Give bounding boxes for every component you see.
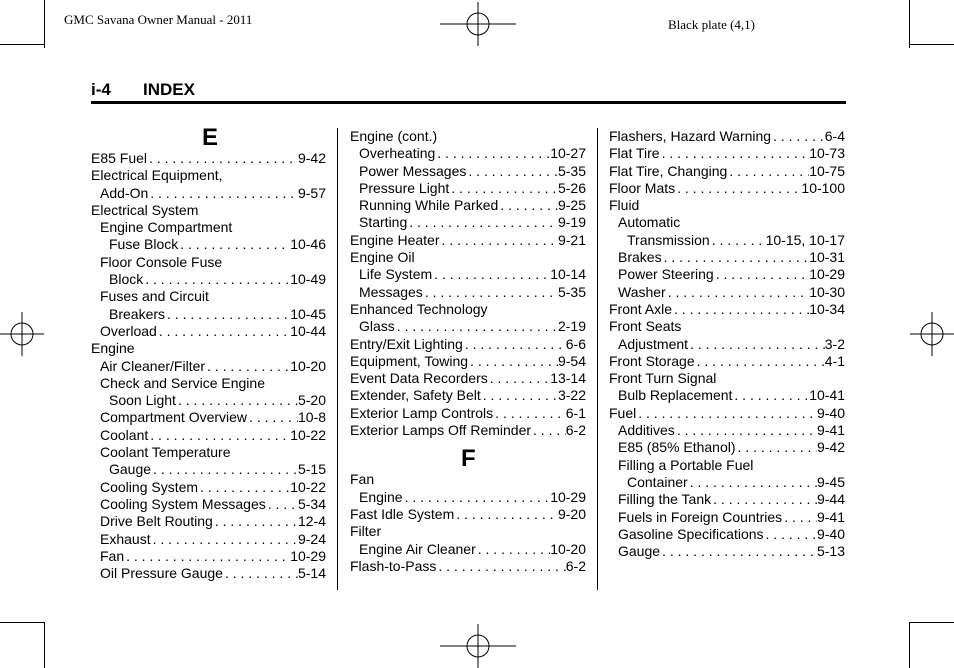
entry-text: Messages [359,283,423,300]
index-entry [91,496,326,513]
entry-page: 9-41 [816,422,845,439]
entry-text: Equipment, Towing [350,352,469,369]
entry-page: 10-46 [290,236,326,253]
manual-title: GMC Savana Owner Manual - 2011 [64,12,253,27]
dot-leader [488,370,550,387]
index-letter-heading: F [461,445,476,473]
entry-page: 2-19 [557,318,586,335]
dot-leader [423,284,558,301]
index-entry [609,336,845,353]
dot-leader [660,543,817,560]
entry-text: Engine Heater [350,231,440,248]
dot-leader [481,387,558,404]
index-entry [350,336,586,353]
entry-page: 9-54 [557,352,586,369]
dot-leader [436,558,565,575]
entry-text: Gasoline Specifications [618,525,764,542]
entry-text: Filter [350,523,382,540]
index-entry [350,318,586,335]
index-letter-heading: E [202,124,219,151]
index-entry [609,439,845,456]
dot-leader [449,180,558,197]
entry-page: 5-26 [557,179,586,196]
index-entry [91,340,326,357]
index-entry [350,301,586,318]
index-entry [350,266,586,283]
entry-page: 10-29 [550,488,586,505]
entry-text: Gauge [109,461,152,478]
index-entry [91,531,326,548]
entry-page: 10-44 [290,322,326,339]
entry-page: 10-14 [550,266,586,283]
dot-leader [688,336,825,353]
entry-text: Soon Light [109,392,176,409]
entry-text: Adjustment [618,335,689,352]
dot-leader [764,526,817,543]
index-entry [609,405,845,422]
index-entry [91,427,326,444]
dot-leader [710,232,766,249]
entry-page: 9-21 [557,231,586,248]
dot-leader [432,266,550,283]
entry-text: Flashers, Hazard Warning [609,128,772,144]
entry-text: Floor Console Fuse [100,253,223,270]
plate-label: Black plate (4,1) [668,17,755,32]
entry-text: Coolant Temperature [100,444,231,461]
column-divider [337,128,338,590]
entry-page: 9-45 [816,473,845,490]
index-entry [609,422,845,439]
index-entry [350,145,586,162]
index-entry [350,284,586,301]
dot-leader [407,214,558,231]
index-entry [350,506,586,523]
index-entry [350,232,586,249]
index-entry [350,214,586,231]
dot-leader [466,163,558,180]
entry-page: 6-2 [565,422,586,439]
index-entry [350,180,586,197]
index-entry [91,461,326,478]
entry-page: 12-4 [297,513,326,530]
entry-text: Flat Tire, Changing [609,162,728,179]
index-entry [609,180,845,197]
entry-text: Front Storage [609,352,695,369]
entry-page: 10-22 [290,426,326,443]
index-entry [609,145,845,162]
entry-text: Fuse Block [109,236,179,253]
index-entry [350,387,586,404]
index-entry [91,513,326,530]
index-column-1 [91,124,326,582]
registration-mark-top [440,2,516,46]
entry-page: 9-41 [816,508,845,525]
entry-page: 10-20 [290,357,326,374]
entry-page: 4-1 [824,352,845,369]
entry-text: Pressure Light [359,179,450,196]
entry-text: Cooling System Messages [100,495,266,512]
entry-page: 5-20 [297,392,326,409]
index-entry [609,370,845,387]
dot-leader [463,336,566,353]
column-divider [597,128,598,590]
index-entry [609,491,845,508]
index-entry [609,457,845,474]
entry-page: 5-15 [297,461,326,478]
entry-text: E85 (85% Ethanol) [618,439,736,456]
entry-page: 13-14 [550,370,586,387]
index-entry [350,489,586,506]
index-column-3 [609,128,845,560]
entry-text: Electrical Equipment, [91,167,223,184]
entry-page: 6-2 [565,557,586,574]
dot-leader [732,387,809,404]
dot-leader [498,197,558,214]
entry-page: 10-29 [290,547,326,564]
entry-text: Drive Belt Routing [100,513,213,530]
section-heading [91,80,195,100]
index-entry [609,214,845,231]
index-entry [609,197,845,214]
entry-text: Breakers [109,305,166,322]
dot-leader [666,284,809,301]
entry-text: Exterior Lamps Off Reminder [350,422,532,439]
index-entry [91,358,326,375]
entry-page: 9-20 [557,505,586,522]
entry-page: 10-45 [290,305,326,322]
dot-leader [727,163,809,180]
entry-page: 5-34 [297,495,326,512]
heading-rule [91,101,846,104]
dot-leader [636,405,817,422]
dot-leader [165,306,290,323]
entry-page: 5-35 [557,162,586,179]
index-entry [609,232,845,249]
dot-leader [205,358,290,375]
dot-leader [151,531,298,548]
entry-text: Front Turn Signal [609,370,717,387]
index-entry [91,254,326,271]
dot-leader [176,392,298,409]
entry-text: Flat Tire [609,145,660,162]
entry-page: 6-1 [565,404,586,421]
entry-page: 10-75 [809,162,845,179]
dot-leader [736,439,817,456]
entry-text: Exhaust [100,530,151,547]
index-entry [609,266,845,283]
dot-leader [531,422,566,439]
entry-page: 10-20 [550,540,586,557]
entry-text: Engine (cont.) [350,128,438,144]
entry-text: Fuels in Foreign Countries [618,508,783,525]
entry-text: Fuses and Circuit [100,288,209,305]
dot-leader [157,323,290,340]
entry-page: 9-24 [297,530,326,547]
entry-page: 5-35 [557,283,586,300]
entry-page: 3-2 [824,335,845,352]
entry-text: Power Messages [359,162,467,179]
entry-text: Gauge [618,543,661,560]
entry-page: 10-30 [809,283,845,300]
index-entry [350,163,586,180]
index-entry [91,236,326,253]
registration-mark-right [910,312,954,356]
entry-page: 9-25 [557,197,586,214]
index-entry [609,318,845,335]
dot-leader [151,461,298,478]
entry-text: Entry/Exit Lighting [350,335,463,352]
entry-text: Overheating [359,145,436,162]
entry-text: Engine Air Cleaner [359,540,476,557]
dot-leader [247,409,298,426]
dot-leader [266,496,298,513]
dot-leader [493,405,566,422]
entry-text: Event Data Recorders [350,370,488,387]
entry-text: Fan [100,547,125,564]
entry-text: Extender, Safety Belt [350,387,481,404]
entry-text: Cooling System [100,478,199,495]
entry-text: Fast Idle System [350,505,455,522]
index-entry [350,471,586,488]
entry-text: Compartment Overview [100,409,248,426]
entry-page: 5-14 [297,565,326,582]
entry-text: E85 Fuel [91,150,148,166]
entry-page: 9-44 [816,491,845,508]
dot-leader [454,506,558,523]
dot-leader [124,548,290,565]
entry-page: 9-40 [816,525,845,542]
entry-page: 10-73 [809,145,845,162]
entry-text: Transmission [627,231,710,248]
entry-text: Engine [91,340,135,357]
entry-text: Brakes [618,249,662,266]
index-entry [350,370,586,387]
entry-page: 9-42 [816,439,845,456]
entry-page: 10-15, 10-17 [765,231,845,248]
entry-text: Additives [618,422,675,439]
entry-page: 6-6 [565,335,586,352]
index-entry [91,306,326,323]
index-entry [91,323,326,340]
entry-text: Air Cleaner/Filter [100,357,206,374]
dot-leader [660,145,810,162]
dot-leader [178,236,290,253]
index-entry [609,249,845,266]
index-entry [350,558,586,575]
dot-leader [403,489,551,506]
entry-page: 9-57 [297,184,326,201]
index-entry [609,474,845,491]
index-entry [91,150,326,167]
index-entry [609,543,845,560]
entry-page: 10-27 [550,145,586,162]
entry-text: Bulb Replacement [618,387,733,404]
dot-leader [223,565,298,582]
dot-leader [675,422,817,439]
index-entry [609,353,845,370]
dot-leader [213,513,298,530]
entry-page: 9-19 [557,214,586,231]
index-entry [91,479,326,496]
entry-text: Check and Service Engine [100,374,265,391]
index-entry [350,541,586,558]
dot-leader [476,541,550,558]
entry-page: 10-8 [297,409,326,426]
entry-page: 3-22 [557,387,586,404]
entry-text: Glass [359,318,395,335]
dot-leader [143,271,290,288]
dot-leader [672,301,809,318]
entry-page: 10-41 [809,387,845,404]
dot-leader [771,128,825,145]
dot-leader [440,232,558,249]
index-entry [350,353,586,370]
entry-text: Container [627,473,688,490]
index-entry [91,288,326,305]
dot-leader [198,479,290,496]
entry-text: Block [109,271,144,288]
entry-page: 6-4 [824,128,845,144]
entry-page: 10-34 [809,300,845,317]
index-entry [609,301,845,318]
dot-leader [148,427,290,444]
index-entry [350,128,586,145]
registration-mark-left [0,312,44,356]
index-entry [91,392,326,409]
dot-leader [711,491,817,508]
section-title: INDEX [143,80,195,99]
dot-leader [468,353,558,370]
entry-text: Oil Pressure Gauge [100,565,223,582]
entry-text: Automatic [618,214,681,231]
entry-page: 9-42 [297,150,326,166]
index-entry [609,163,845,180]
entry-text: Floor Mats [609,179,676,196]
dot-leader [435,145,550,162]
entry-text: Overload [100,322,157,339]
entry-text: Starting [359,214,408,231]
index-entry [91,271,326,288]
index-entry [91,167,326,184]
dot-leader [688,474,817,491]
index-entry [91,548,326,565]
entry-text: Front Axle [609,300,673,317]
dot-leader [662,249,810,266]
entry-page: 10-31 [809,249,845,266]
entry-text: Exterior Lamp Controls [350,404,494,421]
entry-text: Washer [618,283,666,300]
index-entry [350,422,586,439]
index-entry [609,526,845,543]
entry-page: 10-49 [290,271,326,288]
entry-text: Fuel [609,404,637,421]
index-entry [91,409,326,426]
entry-text: Engine Oil [350,249,415,266]
entry-text: Life System [359,266,433,283]
entry-page: 5-13 [816,543,845,560]
page-number: i-4 [91,80,111,99]
index-entry [609,284,845,301]
dot-leader [395,318,558,335]
entry-text: Add-On [100,184,149,201]
entry-text: Engine [359,488,403,505]
entry-text: Enhanced Technology [350,300,488,317]
index-entry [91,219,326,236]
entry-text: Fan [350,471,375,488]
dot-leader [714,266,809,283]
index-entry [350,197,586,214]
dot-leader [675,180,801,197]
entry-text: Electrical System [91,201,199,218]
entry-text: Engine Compartment [100,219,233,236]
index-entry [609,509,845,526]
entry-page: 10-29 [809,266,845,283]
dot-leader [695,353,825,370]
entry-page: 10-22 [290,478,326,495]
entry-page: 9-40 [816,404,845,421]
index-column-2 [350,128,586,575]
index-entry [350,523,586,540]
entry-page: 10-100 [801,179,845,196]
index-entry [609,128,845,145]
dot-leader [147,150,298,167]
index-entry [91,565,326,582]
index-entry [350,405,586,422]
entry-text: Power Steering [618,266,714,283]
entry-text: Filling the Tank [618,491,712,508]
index-entry [91,185,326,202]
entry-text: Running While Parked [359,197,499,214]
dot-leader [782,509,817,526]
index-entry [350,249,586,266]
index-entry [91,375,326,392]
index-entry [609,387,845,404]
index-entry [91,444,326,461]
entry-text: Front Seats [609,318,682,335]
dot-leader [148,185,298,202]
index-entry [91,202,326,219]
entry-text: Flash-to-Pass [350,557,437,574]
entry-text: Filling a Portable Fuel [618,456,754,473]
entry-text: Fluid [609,197,640,214]
entry-text: Coolant [100,426,149,443]
registration-mark-bottom [440,624,516,668]
